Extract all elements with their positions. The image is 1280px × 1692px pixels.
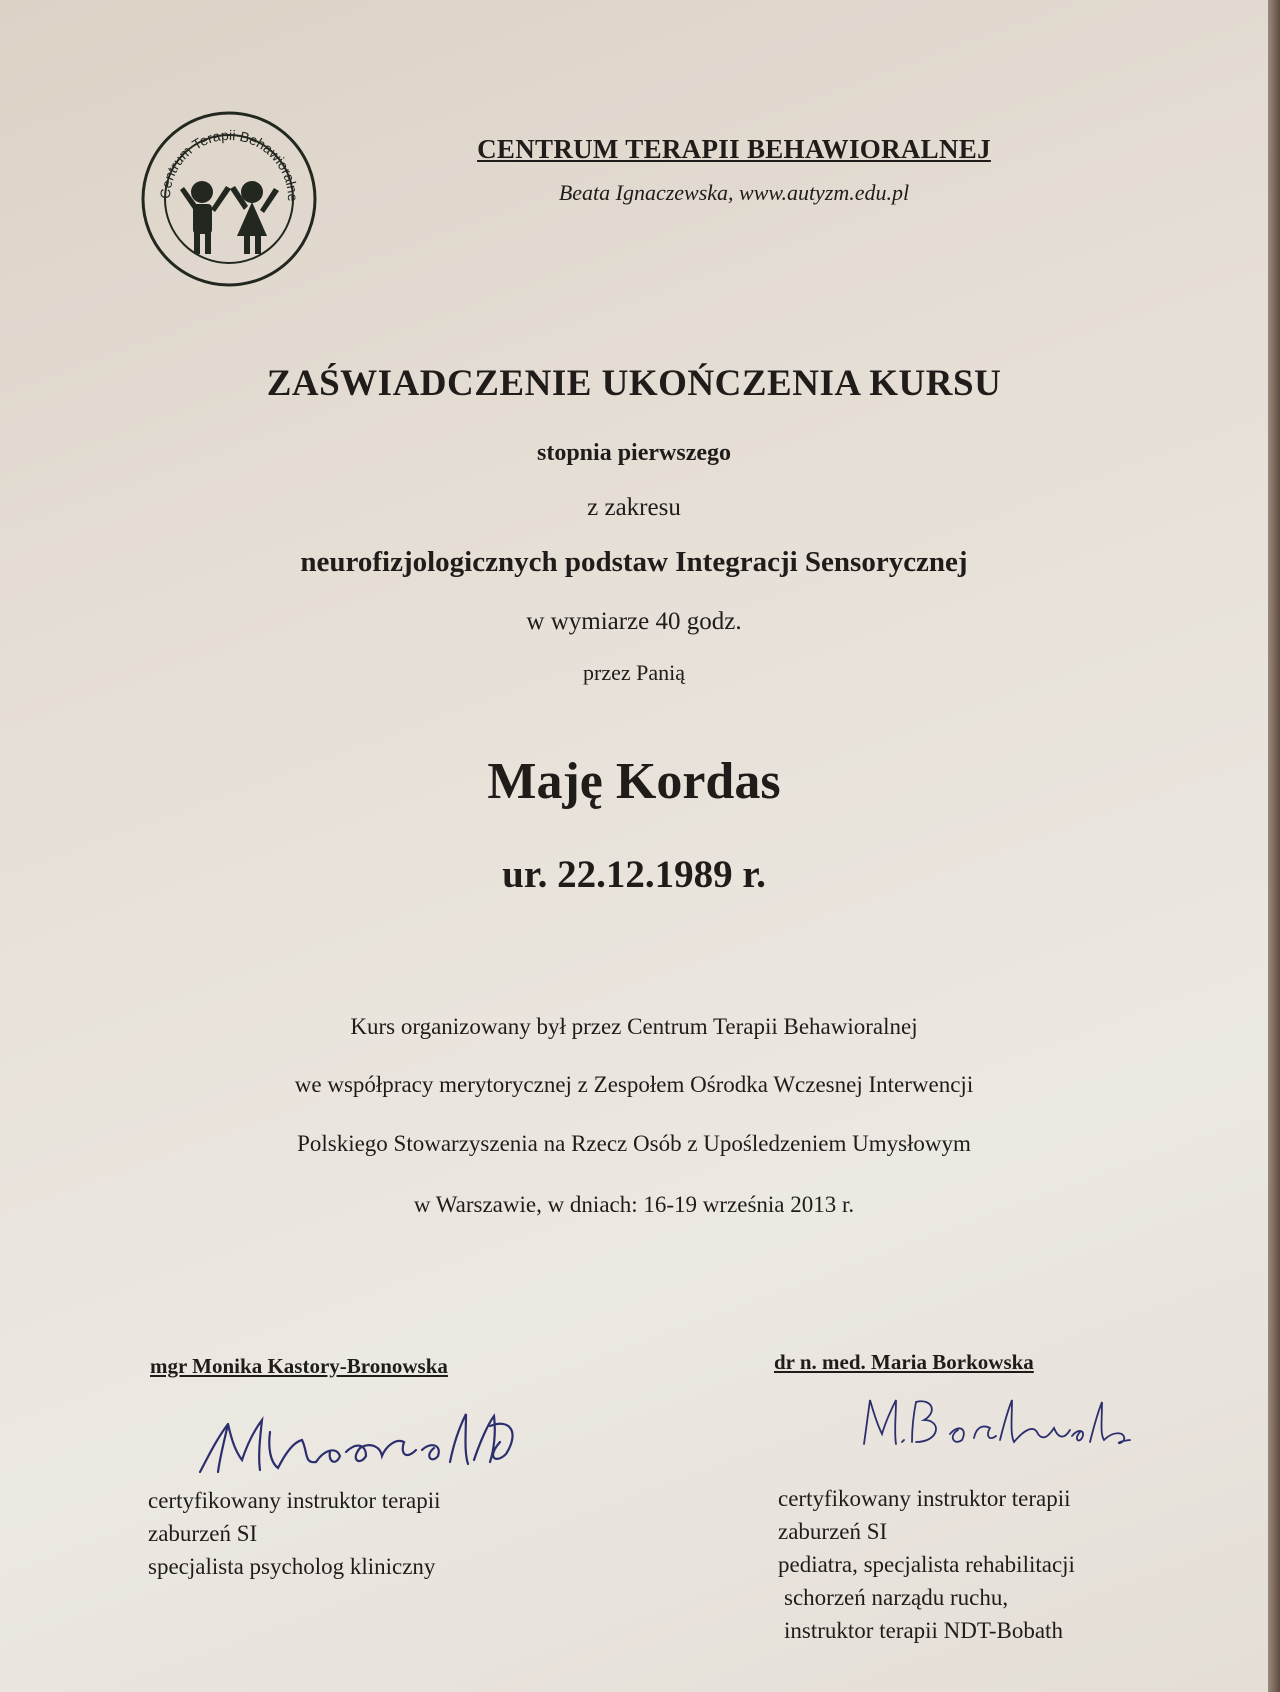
role-line: instruktor terapii NDT-Bobath (784, 1618, 1063, 1643)
course-field: neurofizjologicznych podstaw Integracji Sensorycznej (300, 546, 968, 578)
addressee-intro: przez Panią (583, 660, 685, 685)
certificate-title: ZAŚWIADCZENIE UKOŃCZENIA KURSU (266, 363, 1002, 404)
paper-edge-shadow (1268, 0, 1280, 1692)
recipient-birth-date: ur. 22.12.1989 r. (502, 853, 766, 896)
role-line: certyfikowany instruktor terapii (778, 1486, 1071, 1511)
signatory-left-roles (148, 1484, 441, 1583)
organization-line: we współpracy merytorycznej z Zespołem Ośrodka Wczesnej Interwencji (294, 1072, 974, 1097)
signature-left (190, 1402, 550, 1482)
certificate-degree: stopnia pierwszego (537, 440, 731, 466)
signatory-right-roles (778, 1482, 1075, 1647)
course-hours: w wymiarze 40 godz. (526, 608, 742, 635)
role-line: pediatra, specjalista rehabilitacji (778, 1552, 1075, 1577)
recipient-name: Maję Kordas (487, 753, 781, 810)
role-line: schorzeń narządu ruchu, (784, 1585, 1009, 1610)
signature-right (858, 1394, 1136, 1454)
organization-line: w Warszawie, w dniach: 16-19 września 2013 r. (413, 1192, 855, 1217)
organization-subline: Beata Ignaczewska, www.autyzm.edu.pl (558, 180, 910, 205)
organization-line: Kurs organizowany był przez Centrum Terapii Behawioralnej (350, 1014, 918, 1039)
role-line: zaburzeń SI (148, 1521, 258, 1546)
signatory-left-name: mgr Monika Kastory-Bronowska (150, 1354, 448, 1378)
organization-line: Polskiego Stowarzyszenia na Rzecz Osób z Upośledzeniem Umysłowym (297, 1131, 971, 1156)
role-line: certyfikowany instruktor terapii (148, 1488, 441, 1513)
role-line: specjalista psycholog kliniczny (148, 1554, 436, 1579)
scope-intro: z zakresu (587, 494, 681, 521)
children-holding-hands-logo-icon (140, 110, 318, 288)
logo-text: Centrum Terapii Behawioralne (156, 126, 302, 202)
signatory-right-name: dr n. med. Maria Borkowska (774, 1350, 1034, 1374)
role-line: zaburzeń SI (778, 1519, 888, 1544)
organization-name: CENTRUM TERAPII BEHAWIORALNEJ (477, 134, 991, 164)
